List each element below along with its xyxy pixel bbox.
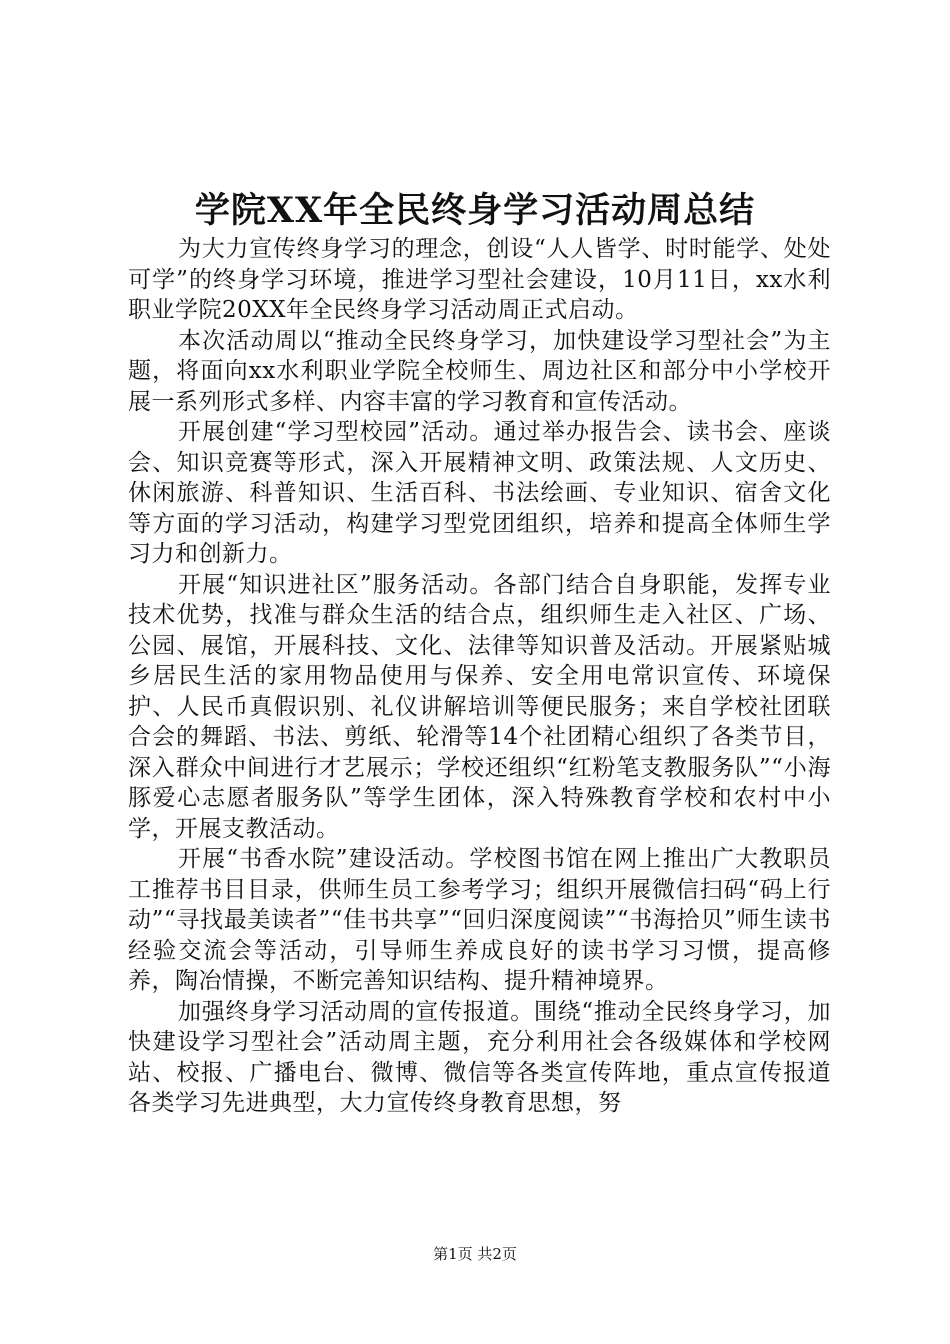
page-number: 第1页 共2页 <box>433 1245 517 1263</box>
document-body <box>128 234 831 1119</box>
paragraph-theme: 本次活动周以“推动全民终身学习，加快建设学习型社会”为主题，将面向xx水利职业学院全校师生、周边社区和部分中小学校开展一系列形式多样、内容丰富的学习教育和宣传活动。 <box>128 327 831 415</box>
document-title: 学院XX年全民终身学习活动周总结 <box>194 190 756 231</box>
paragraph-intro: 为大力宣传终身学习的理念，创设“人人皆学、时时能学、处处可学”的终身学习环境，推进学习型社会建设，10月11日，xx水利职业学院20XX年全民终身学习活动周正式启动。 <box>128 236 831 323</box>
paragraph-learning-campus: 开展创建“学习型校园”活动。通过举办报告会、读书会、座谈会、知识竞赛等形式，深入开展精神文明、政策法规、人文历史、休闲旅游、科普知识、生活百科、书法绘画、专业知识、宿舍文化等方面的学习活动，构建学习型党团组织，培养和提高全体师生学习力和创新力。 <box>128 419 831 567</box>
paragraph-knowledge-community: 开展“知识进社区”服务活动。各部门结合自身职能，发挥专业技术优势，找准与群众生活的结合点，组织师生走入社区、广场、公园、展馆，开展科技、文化、法律等知识普及活动。开展紧贴城乡居民生活的家用物品使用与保养、安全用电常识宣传、环境保护、人民币真假识别、礼仪讲解培训等便民服务；来自学校社团联合会的舞蹈、书法、剪纸、轮滑等14个社团精心组织了各类节目，深入群众中间进行才艺展示；学校还组织“红粉笔支教服务队”“小海豚爱心志愿者服务队”等学生团体，深入特殊教育学校和农村中小学，开展支教活动。 <box>128 571 831 842</box>
paragraph-publicity: 加强终身学习活动周的宣传报道。围绕“推动全民终身学习，加快建设学习型社会”活动周主题，充分利用社会各级媒体和学校网站、校报、广播电台、微博、微信等各类宣传阵地，重点宣传报道各类学习先进典型，大力宣传终身教育思想，努 <box>128 998 831 1116</box>
paragraph-reading-campus: 开展“书香水院”建设活动。学校图书馆在网上推出广大教职员工推荐书目目录，供师生员工参考学习；组织开展微信扫码“码上行动”“寻找最美读者”“佳书共享”“回归深度阅读”“书海拾贝”师生读书经验交流会等活动，引导师生养成良好的读书学习习惯，提高修养，陶冶情操，不断完善知识结构、提升精神境界。 <box>128 846 831 994</box>
